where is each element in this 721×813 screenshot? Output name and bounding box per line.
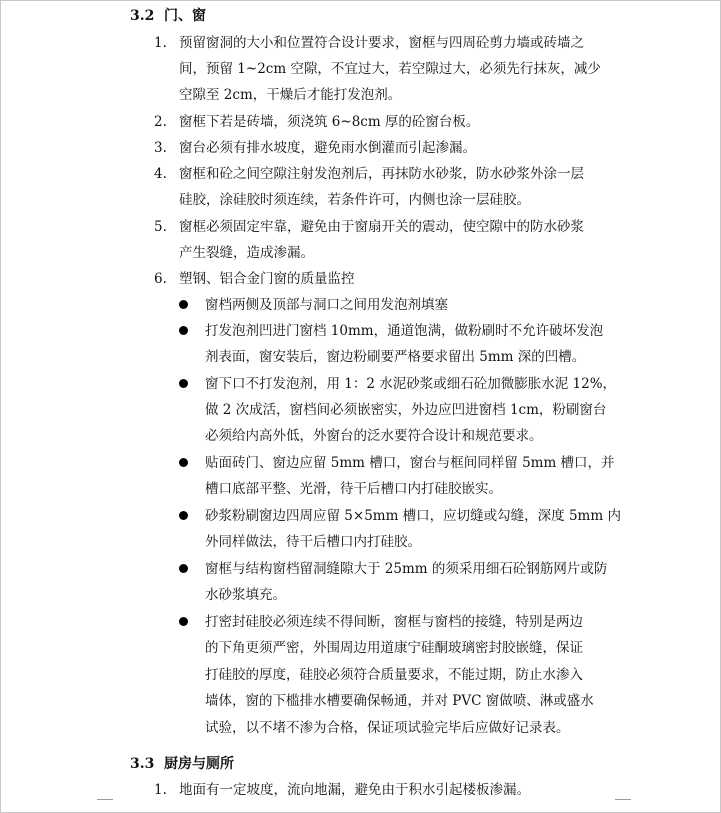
list-item-text: 塑钢、铝合金门窗的质量监控 — [179, 271, 355, 287]
bullet-item — [205, 318, 625, 372]
list-item-text: 硅胶，涂硅胶时须连续，若条件许可，内侧也涂一层硅胶。 — [179, 192, 530, 208]
bullet-icon — [179, 379, 188, 388]
bullet-icon — [179, 511, 188, 520]
bullet-item-text: 窗档两侧及顶部与洞口之间用发泡剂填塞 — [205, 297, 448, 313]
list-item — [154, 214, 624, 268]
list-item — [154, 109, 624, 136]
bullet-item-text: 外同样做法，待干后槽口内打硅胶。 — [205, 534, 421, 550]
bullet-item-text: 剂表面，窗安装后，窗边粉刷要严格要求留出 5mm 深的凹槽。 — [205, 349, 586, 365]
list-item-text: 产生裂缝，造成渗漏。 — [179, 245, 314, 261]
bullet-item-text: 贴面砖门、窗边应留 5mm 槽口，窗台与框间同样留 5mm 槽口，并 — [205, 455, 615, 471]
bullet-item-text: 试验，以不堵不渗为合格，保证项试验完毕后应做好记录表。 — [205, 720, 570, 736]
list-item — [154, 30, 624, 110]
bullet-item-text: 砂浆粉刷窗边四周应留 5×5mm 槽口，应切缝或勾缝，深度 5mm 内 — [205, 508, 621, 524]
bullet-item — [205, 556, 625, 610]
list-item — [154, 135, 624, 162]
list-item-number: 3. — [154, 140, 167, 156]
list-item-number: 1. — [154, 35, 167, 51]
section-heading-3-3 — [130, 754, 234, 774]
bullet-item-text: 窗下口不打发泡剂，用 1：2 水泥砂浆或细石砼加微膨胀水泥 12%， — [205, 376, 617, 392]
list-item-number: 1. — [154, 782, 167, 798]
section-title: 厨房与厕所 — [164, 756, 234, 772]
bullet-icon — [179, 617, 188, 626]
list-item-number: 6. — [154, 271, 167, 287]
section-number: 3.2 — [130, 8, 155, 24]
bullet-item-text: 墙体，窗的下槛排水槽要确保畅通，并对 PVC 窗做喷、淋或盛水 — [205, 693, 594, 709]
bullet-item-text: 必须给内高外低，外窗台的泛水要符合设计和规范要求。 — [205, 428, 543, 444]
bullet-icon — [179, 326, 188, 335]
bullet-item-text: 打硅胶的厚度，硅胶必须符合质量要求，不能过期，防止水渗入 — [205, 667, 583, 683]
list-item-text: 窗框和砼之间空隙注射发泡剂后，再抹防水砂浆，防水砂浆外涂一层 — [179, 166, 584, 182]
bullet-item-text: 的下角更须严密，外围周边用道康宁硅酮玻璃密封胶嵌缝，保证 — [205, 640, 583, 656]
bullet-icon — [179, 300, 188, 309]
section-title: 门、窗 — [164, 8, 206, 24]
bullet-item-text: 水砂浆填充。 — [205, 587, 286, 603]
list-item-number: 2. — [154, 114, 167, 130]
section-number: 3.3 — [130, 756, 155, 772]
list-item-text: 空隙至 2cm，干燥后才能打发泡剂。 — [179, 87, 402, 103]
bullet-item — [205, 609, 625, 743]
bullet-item — [205, 371, 625, 451]
list-item-number: 4. — [154, 166, 167, 182]
list-item-number: 5. — [154, 219, 167, 235]
bullet-item-text: 槽口底部平整、光滑，待干后槽口内打硅胶嵌实。 — [205, 481, 502, 497]
list-item-text: 间，预留 1~2cm 空隙，不宜过大，若空隙过大，必须先行抹灰，减少 — [179, 61, 601, 77]
list-item — [154, 266, 624, 293]
list-item-text: 窗框下若是砖墙，须浇筑 6~8cm 厚的砼窗台板。 — [179, 114, 480, 130]
page-margin-mark — [615, 799, 631, 812]
bullet-item-text: 做 2 次成活，窗档间必须嵌密实，外边应凹进窗档 1cm，粉刷窗台 — [205, 402, 607, 418]
list-item-text: 窗框必须固定牢靠，避免由于窗扇开关的震动，使空隙中的防水砂浆 — [179, 219, 584, 235]
list-item-text: 预留窗洞的大小和位置符合设计要求，窗框与四周砼剪力墙或砖墙之 — [179, 35, 584, 51]
bullet-item-text: 窗框与结构窗档留洞缝隙大于 25mm 的须采用细石砼钢筋网片或防 — [205, 561, 608, 577]
bullet-item — [205, 292, 625, 319]
bullet-icon — [179, 564, 188, 573]
list-item — [154, 777, 624, 804]
section-heading-3-2 — [130, 6, 206, 26]
page-margin-mark — [97, 799, 113, 812]
bullet-icon — [179, 458, 188, 467]
bullet-item-text: 打密封硅胶必须连续不得间断，窗框与窗档的接缝，特别是两边 — [205, 614, 583, 630]
bullet-item — [205, 503, 625, 557]
list-item-text: 窗台必须有排水坡度，避免雨水倒灌而引起渗漏。 — [179, 140, 476, 156]
list-item-text: 地面有一定坡度，流向地漏，避免由于积水引起楼板渗漏。 — [179, 782, 530, 798]
bullet-item-text: 打发泡剂凹进门窗档 10mm，通道饱满，做粉刷时不允许破坏发泡 — [205, 323, 604, 339]
list-item — [154, 161, 624, 215]
bullet-item — [205, 450, 625, 504]
